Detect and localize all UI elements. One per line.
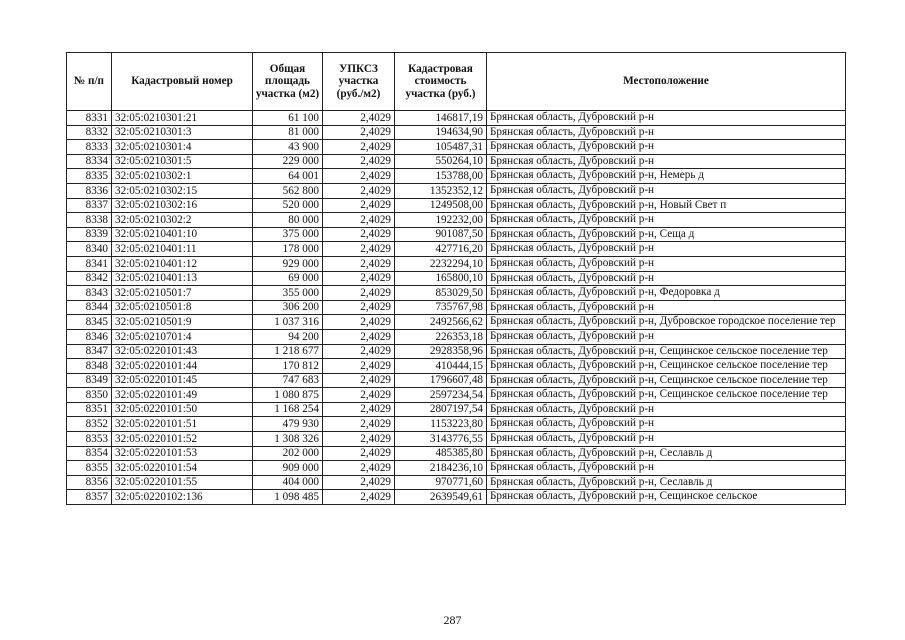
row-index-cell: 8333 [67, 140, 112, 155]
table-row [67, 198, 846, 213]
cadastral-number-cell: 32:05:0210302:1 [112, 169, 253, 184]
location-cell: Брянская область, Дубровский р-н, Сещинское сельское поселение тер [487, 344, 846, 359]
upksz-cell: 2,4029 [323, 125, 395, 140]
cadastral-value-cell: 735767,98 [395, 300, 487, 315]
area-cell: 170 812 [253, 359, 323, 374]
area-cell: 909 000 [253, 461, 323, 476]
upksz-cell: 2,4029 [323, 213, 395, 228]
location-cell: Брянская область, Дубровский р-н, Сещинское сельское поселение тер [487, 359, 846, 374]
area-cell: 61 100 [253, 111, 323, 126]
area-cell: 1 037 316 [253, 315, 323, 330]
cadastral-number-cell: 32:05:0220101:43 [112, 344, 253, 359]
cadastral-number-cell: 32:05:0210302:16 [112, 198, 253, 213]
row-index-cell: 8349 [67, 373, 112, 388]
row-index-cell: 8356 [67, 475, 112, 490]
location-cell: Брянская область, Дубровский р-н [487, 461, 846, 476]
location-cell: Брянская область, Дубровский р-н [487, 125, 846, 140]
location-cell: Брянская область, Дубровский р-н [487, 183, 846, 198]
location-cell: Брянская область, Дубровский р-н [487, 329, 846, 344]
cadastral-value-cell: 2184236,10 [395, 461, 487, 476]
cadastral-number-cell: 32:05:0220101:44 [112, 359, 253, 374]
upksz-cell: 2,4029 [323, 256, 395, 271]
cadastral-number-cell: 32:05:0210401:11 [112, 242, 253, 257]
header-cadastral-number: Кадастровый номер [112, 53, 253, 111]
table-row [67, 344, 846, 359]
area-cell: 1 218 677 [253, 344, 323, 359]
table-row [67, 183, 846, 198]
upksz-cell: 2,4029 [323, 242, 395, 257]
table-row [67, 315, 846, 330]
upksz-cell: 2,4029 [323, 227, 395, 242]
row-index-cell: 8338 [67, 213, 112, 228]
cadastral-value-cell: 226353,18 [395, 329, 487, 344]
area-cell: 94 200 [253, 329, 323, 344]
location-cell: Брянская область, Дубровский р-н [487, 154, 846, 169]
cadastral-value-cell: 550264,10 [395, 154, 487, 169]
row-index-cell: 8344 [67, 300, 112, 315]
cadastral-number-cell: 32:05:0210301:3 [112, 125, 253, 140]
cadastral-number-cell: 32:05:0210401:10 [112, 227, 253, 242]
location-cell: Брянская область, Дубровский р-н [487, 402, 846, 417]
area-cell: 178 000 [253, 242, 323, 257]
table-row [67, 213, 846, 228]
area-cell: 355 000 [253, 286, 323, 301]
row-index-cell: 8335 [67, 169, 112, 184]
cadastral-value-cell: 970771,60 [395, 475, 487, 490]
cadastral-value-cell: 485385,80 [395, 446, 487, 461]
table-row [67, 432, 846, 447]
area-cell: 69 000 [253, 271, 323, 286]
row-index-cell: 8341 [67, 256, 112, 271]
cadastral-value-cell: 2807197,54 [395, 402, 487, 417]
upksz-cell: 2,4029 [323, 388, 395, 403]
cadastral-value-cell: 3143776,55 [395, 432, 487, 447]
row-index-cell: 8351 [67, 402, 112, 417]
area-cell: 562 800 [253, 183, 323, 198]
cadastral-number-cell: 32:05:0210302:15 [112, 183, 253, 198]
upksz-cell: 2,4029 [323, 111, 395, 126]
location-cell: Брянская область, Дубровский р-н [487, 242, 846, 257]
cadastral-value-cell: 2928358,96 [395, 344, 487, 359]
table-row [67, 111, 846, 126]
header-area: Общая площадь участка (м2) [253, 53, 323, 111]
area-cell: 1 308 326 [253, 432, 323, 447]
table-row [67, 446, 846, 461]
row-index-cell: 8354 [67, 446, 112, 461]
area-cell: 306 200 [253, 300, 323, 315]
table-row [67, 490, 846, 505]
row-index-cell: 8345 [67, 315, 112, 330]
location-cell: Брянская область, Дубровский р-н [487, 417, 846, 432]
location-cell: Брянская область, Дубровский р-н, Сещинское сельское [487, 490, 846, 505]
area-cell: 747 683 [253, 373, 323, 388]
area-cell: 375 000 [253, 227, 323, 242]
header-upksz: УПКСЗ участка (руб./м2) [323, 53, 395, 111]
upksz-cell: 2,4029 [323, 271, 395, 286]
cadastral-number-cell: 32:05:0210501:8 [112, 300, 253, 315]
upksz-cell: 2,4029 [323, 169, 395, 184]
cadastral-value-cell: 853029,50 [395, 286, 487, 301]
row-index-cell: 8347 [67, 344, 112, 359]
cadastral-value-cell: 2597234,54 [395, 388, 487, 403]
location-cell: Брянская область, Дубровский р-н [487, 432, 846, 447]
row-index-cell: 8350 [67, 388, 112, 403]
cadastral-number-cell: 32:05:0210301:21 [112, 111, 253, 126]
upksz-cell: 2,4029 [323, 373, 395, 388]
upksz-cell: 2,4029 [323, 329, 395, 344]
cadastral-number-cell: 32:05:0210301:5 [112, 154, 253, 169]
cadastral-value-cell: 2492566,62 [395, 315, 487, 330]
cadastral-value-cell: 105487,31 [395, 140, 487, 155]
cadastral-value-cell: 1796607,48 [395, 373, 487, 388]
location-cell: Брянская область, Дубровский р-н, Сещинское сельское поселение тер [487, 373, 846, 388]
upksz-cell: 2,4029 [323, 300, 395, 315]
row-index-cell: 8334 [67, 154, 112, 169]
cadastral-value-cell: 153788,00 [395, 169, 487, 184]
row-index-cell: 8336 [67, 183, 112, 198]
location-cell: Брянская область, Дубровский р-н, Сещинское сельское поселение тер [487, 388, 846, 403]
cadastral-number-cell: 32:05:0220101:45 [112, 373, 253, 388]
row-index-cell: 8352 [67, 417, 112, 432]
cadastral-value-cell: 410444,15 [395, 359, 487, 374]
cadastral-number-cell: 32:05:0210701:4 [112, 329, 253, 344]
area-cell: 1 080 875 [253, 388, 323, 403]
area-cell: 520 000 [253, 198, 323, 213]
cadastral-value-cell: 192232,00 [395, 213, 487, 228]
cadastral-value-cell: 2639549,61 [395, 490, 487, 505]
upksz-cell: 2,4029 [323, 359, 395, 374]
row-index-cell: 8332 [67, 125, 112, 140]
location-cell: Брянская область, Дубровский р-н [487, 271, 846, 286]
cadastral-value-cell: 427716,20 [395, 242, 487, 257]
upksz-cell: 2,4029 [323, 140, 395, 155]
upksz-cell: 2,4029 [323, 183, 395, 198]
area-cell: 479 930 [253, 417, 323, 432]
location-cell: Брянская область, Дубровский р-н [487, 111, 846, 126]
row-index-cell: 8337 [67, 198, 112, 213]
table-row [67, 461, 846, 476]
table-row [67, 140, 846, 155]
upksz-cell: 2,4029 [323, 490, 395, 505]
area-cell: 81 000 [253, 125, 323, 140]
cadastral-value-cell: 165800,10 [395, 271, 487, 286]
cadastral-value-cell: 1352352,12 [395, 183, 487, 198]
row-index-cell: 8331 [67, 111, 112, 126]
upksz-cell: 2,4029 [323, 475, 395, 490]
table-row [67, 402, 846, 417]
row-index-cell: 8340 [67, 242, 112, 257]
upksz-cell: 2,4029 [323, 446, 395, 461]
cadastral-number-cell: 32:05:0210501:9 [112, 315, 253, 330]
location-cell: Брянская область, Дубровский р-н, Немерь д [487, 169, 846, 184]
table-row [67, 256, 846, 271]
table-row [67, 154, 846, 169]
cadastral-number-cell: 32:05:0220101:52 [112, 432, 253, 447]
location-cell: Брянская область, Дубровский р-н, Сеславль д [487, 446, 846, 461]
location-cell: Брянская область, Дубровский р-н, Федоровка д [487, 286, 846, 301]
area-cell: 64 001 [253, 169, 323, 184]
table-row [67, 169, 846, 184]
cadastral-value-cell: 146817,19 [395, 111, 487, 126]
row-index-cell: 8346 [67, 329, 112, 344]
table-row [67, 388, 846, 403]
upksz-cell: 2,4029 [323, 286, 395, 301]
location-cell: Брянская область, Дубровский р-н, Сеща д [487, 227, 846, 242]
upksz-cell: 2,4029 [323, 402, 395, 417]
location-cell: Брянская область, Дубровский р-н [487, 300, 846, 315]
header-cadastral-value: Кадастровая стоимость участка (руб.) [395, 53, 487, 111]
table-row [67, 286, 846, 301]
table-row [67, 271, 846, 286]
cadastral-value-cell: 194634,90 [395, 125, 487, 140]
upksz-cell: 2,4029 [323, 344, 395, 359]
row-index-cell: 8343 [67, 286, 112, 301]
cadastral-number-cell: 32:05:0210401:12 [112, 256, 253, 271]
table-row [67, 329, 846, 344]
area-cell: 80 000 [253, 213, 323, 228]
table-row [67, 373, 846, 388]
cadastral-number-cell: 32:05:0220101:55 [112, 475, 253, 490]
upksz-cell: 2,4029 [323, 198, 395, 213]
cadastral-number-cell: 32:05:0210301:4 [112, 140, 253, 155]
cadastral-number-cell: 32:05:0210401:13 [112, 271, 253, 286]
cadastral-value-cell: 1249508,00 [395, 198, 487, 213]
upksz-cell: 2,4029 [323, 315, 395, 330]
row-index-cell: 8357 [67, 490, 112, 505]
cadastral-value-cell: 1153223,80 [395, 417, 487, 432]
area-cell: 929 000 [253, 256, 323, 271]
row-index-cell: 8348 [67, 359, 112, 374]
cadastral-number-cell: 32:05:0220101:51 [112, 417, 253, 432]
location-cell: Брянская область, Дубровский р-н, Дубровское городское поселение тер [487, 315, 846, 330]
table-row [67, 125, 846, 140]
location-cell: Брянская область, Дубровский р-н [487, 213, 846, 228]
cadastral-number-cell: 32:05:0220101:54 [112, 461, 253, 476]
area-cell: 1 168 254 [253, 402, 323, 417]
table-row [67, 300, 846, 315]
cadastral-table [66, 52, 846, 505]
upksz-cell: 2,4029 [323, 417, 395, 432]
row-index-cell: 8339 [67, 227, 112, 242]
row-index-cell: 8355 [67, 461, 112, 476]
area-cell: 1 098 485 [253, 490, 323, 505]
cadastral-number-cell: 32:05:0220102:136 [112, 490, 253, 505]
cadastral-number-cell: 32:05:0220101:49 [112, 388, 253, 403]
table-row [67, 475, 846, 490]
upksz-cell: 2,4029 [323, 461, 395, 476]
table-header-row [67, 53, 846, 111]
location-cell: Брянская область, Дубровский р-н [487, 140, 846, 155]
row-index-cell: 8353 [67, 432, 112, 447]
table-row [67, 227, 846, 242]
area-cell: 229 000 [253, 154, 323, 169]
table-row [67, 242, 846, 257]
upksz-cell: 2,4029 [323, 154, 395, 169]
upksz-cell: 2,4029 [323, 432, 395, 447]
cadastral-number-cell: 32:05:0220101:53 [112, 446, 253, 461]
location-cell: Брянская область, Дубровский р-н, Сеславль д [487, 475, 846, 490]
cadastral-value-cell: 2232294,10 [395, 256, 487, 271]
area-cell: 43 900 [253, 140, 323, 155]
page-number: 287 [443, 613, 462, 627]
row-index-cell: 8342 [67, 271, 112, 286]
cadastral-number-cell: 32:05:0210302:2 [112, 213, 253, 228]
cadastral-value-cell: 901087,50 [395, 227, 487, 242]
table-row [67, 359, 846, 374]
header-location: Местоположение [487, 53, 846, 111]
area-cell: 404 000 [253, 475, 323, 490]
cadastral-number-cell: 32:05:0220101:50 [112, 402, 253, 417]
location-cell: Брянская область, Дубровский р-н [487, 256, 846, 271]
header-index: № п/п [67, 53, 112, 111]
location-cell: Брянская область, Дубровский р-н, Новый Свет п [487, 198, 846, 213]
area-cell: 202 000 [253, 446, 323, 461]
table-row [67, 417, 846, 432]
cadastral-number-cell: 32:05:0210501:7 [112, 286, 253, 301]
